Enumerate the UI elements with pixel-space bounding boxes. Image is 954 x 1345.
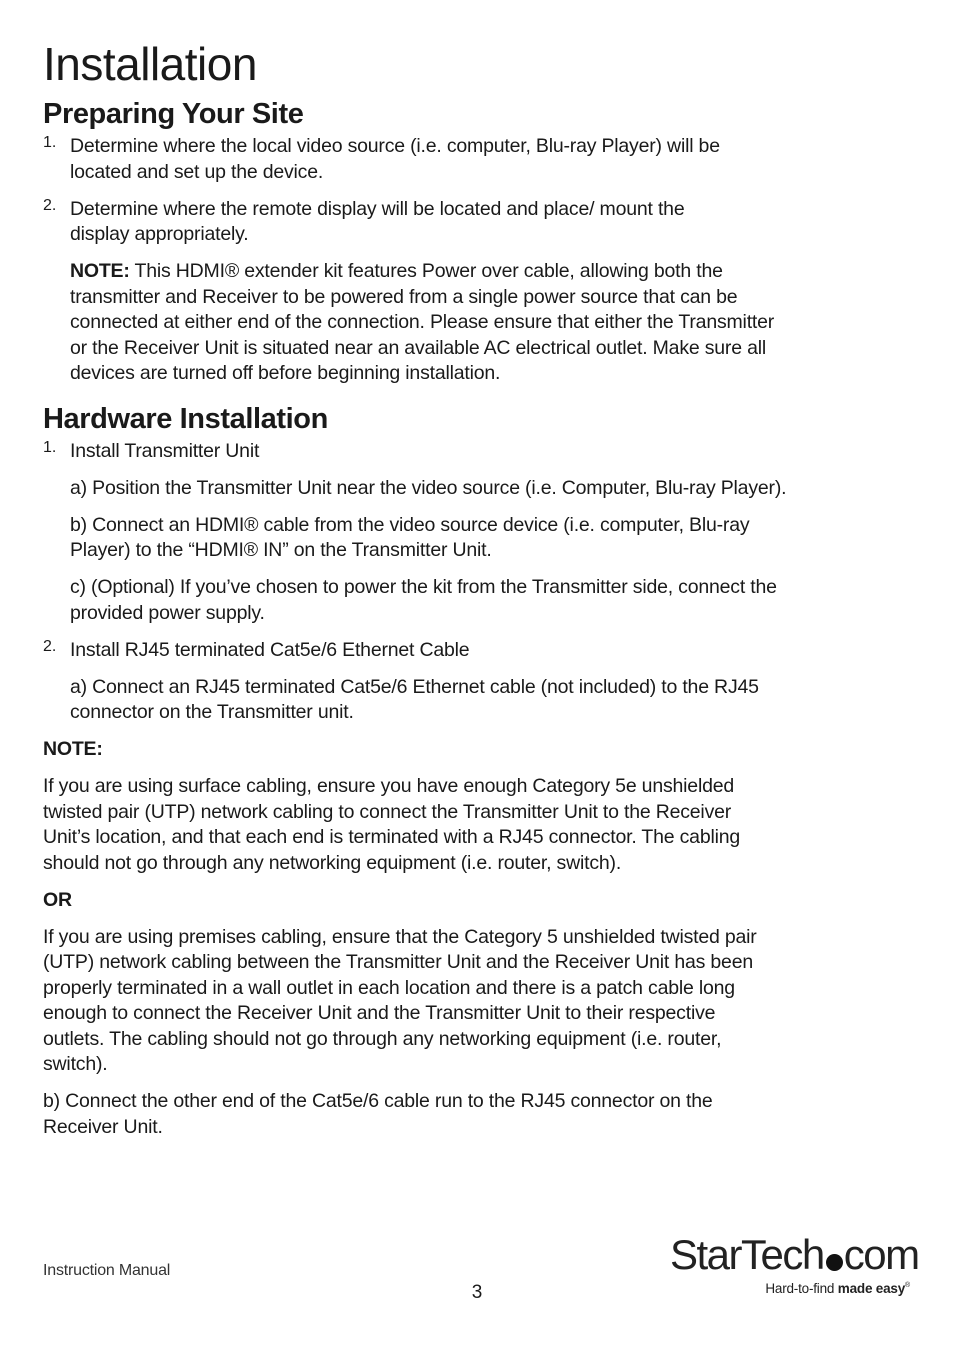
text-line (70, 259, 915, 285)
or-label (43, 888, 915, 914)
logo-text-com: com (843, 1231, 919, 1278)
tagline-regular: Hard-to-find (765, 1281, 838, 1296)
list-item (43, 638, 915, 664)
list-number: 1. (43, 134, 57, 151)
note-label (43, 737, 915, 763)
note-label: NOTE: (70, 260, 130, 282)
text-line: If you are using premises cabling, ensure that the Category 5 unshielded twisted pair (43, 925, 757, 948)
logo-text-startech: StarTech (670, 1231, 824, 1278)
page-title: Installation (43, 38, 257, 90)
text-line: Unit’s location, and that each end is terminated with a RJ45 connector. The cabling (43, 826, 741, 848)
sub-step (43, 675, 915, 726)
text-line: connector on the Transmitter unit. (70, 701, 354, 723)
text-line: properly terminated in a wall outlet in each location and there is a patch cable long (43, 976, 735, 999)
text-line: or the Receiver Unit is situated near an available AC electrical outlet. Make sure all (70, 336, 766, 359)
text-line: Determine where the local video source (i.e. computer, Blu-ray Player) will be (70, 135, 720, 157)
text-line: connected at either end of the connection. Please ensure that either the Transmitter (70, 311, 775, 333)
text-line: Determine where the remote display will be located and place/ mount the (70, 197, 685, 220)
text-line: transmitter and Receiver to be powered from a single power source that can be (70, 285, 738, 308)
text-line: If you are using surface cabling, ensure you have enough Category 5e unshielded (43, 775, 735, 797)
paragraph (43, 774, 915, 876)
text-line: Install Transmitter Unit (70, 439, 260, 462)
text-line: provided power supply. (70, 601, 265, 624)
sub-step (43, 476, 915, 502)
list-number: 1. (43, 438, 57, 456)
sub-step (43, 575, 915, 626)
list-item (43, 439, 915, 465)
text-line: c) (Optional) If you’ve chosen to power the kit from the Transmitter side, connect the (70, 576, 777, 598)
text-line: devices are turned off before beginning installation. (70, 362, 501, 384)
note-text: This HDMI® extender kit features Power over cable, allowing both the (129, 260, 723, 282)
text-line: display appropriately. (70, 223, 249, 245)
text-line: enough to connect the Receiver Unit and the Transmitter Unit to their respective (43, 1002, 716, 1024)
or-label-text: OR (43, 888, 72, 911)
text-line: b) Connect the other end of the Cat5e/6 cable run to the RJ45 connector on the (43, 1090, 713, 1112)
text-line: a) Connect an RJ45 terminated Cat5e/6 Ethernet cable (not included) to the RJ45 (70, 675, 759, 698)
tagline-registered: ® (905, 1282, 910, 1289)
tagline-bold: made easy (837, 1281, 906, 1296)
logo-tagline (765, 1281, 910, 1296)
section-heading-preparing-site: Preparing Your Site (43, 98, 304, 130)
text-line: Install RJ45 terminated Cat5e/6 Ethernet Cable (70, 638, 470, 661)
text-line: a) Position the Transmitter Unit near the video source (i.e. Computer, Blu-ray Player). (70, 476, 787, 499)
list-item (43, 197, 915, 248)
text-line: should not go through any networking equipment (i.e. router, switch). (43, 851, 622, 874)
page-number: 3 (471, 1282, 483, 1303)
text-line: located and set up the device. (70, 160, 324, 183)
logo-dot-icon (826, 1254, 843, 1271)
text-line: Receiver Unit. (43, 1115, 163, 1138)
text-line: Player) to the “HDMI® IN” on the Transmitter Unit. (70, 539, 492, 561)
logo-wordmark (670, 1231, 919, 1279)
note-block (43, 259, 915, 387)
startech-logo (670, 1231, 919, 1303)
text-line: twisted pair (UTP) network cabling to connect the Transmitter Unit to the Receiver (43, 800, 732, 823)
paragraph (43, 925, 915, 1078)
text-line: outlets. The cabling should not go through any networking equipment (i.e. router, (43, 1027, 722, 1050)
note-label-text: NOTE: (43, 738, 103, 760)
sub-step (43, 513, 915, 564)
list-item (43, 134, 915, 185)
footer-doc-label: Instruction Manual (43, 1262, 171, 1279)
section-heading-hardware-installation: Hardware Installation (43, 402, 328, 435)
text-line: switch). (43, 1053, 108, 1075)
list-number: 2. (43, 637, 57, 655)
page-content (43, 38, 915, 1140)
list-number: 2. (43, 196, 57, 214)
paragraph (43, 1089, 915, 1140)
text-line: b) Connect an HDMI® cable from the video source device (i.e. computer, Blu-ray (70, 513, 750, 536)
text-line: (UTP) network cabling between the Transmitter Unit and the Receiver Unit has been (43, 951, 753, 973)
